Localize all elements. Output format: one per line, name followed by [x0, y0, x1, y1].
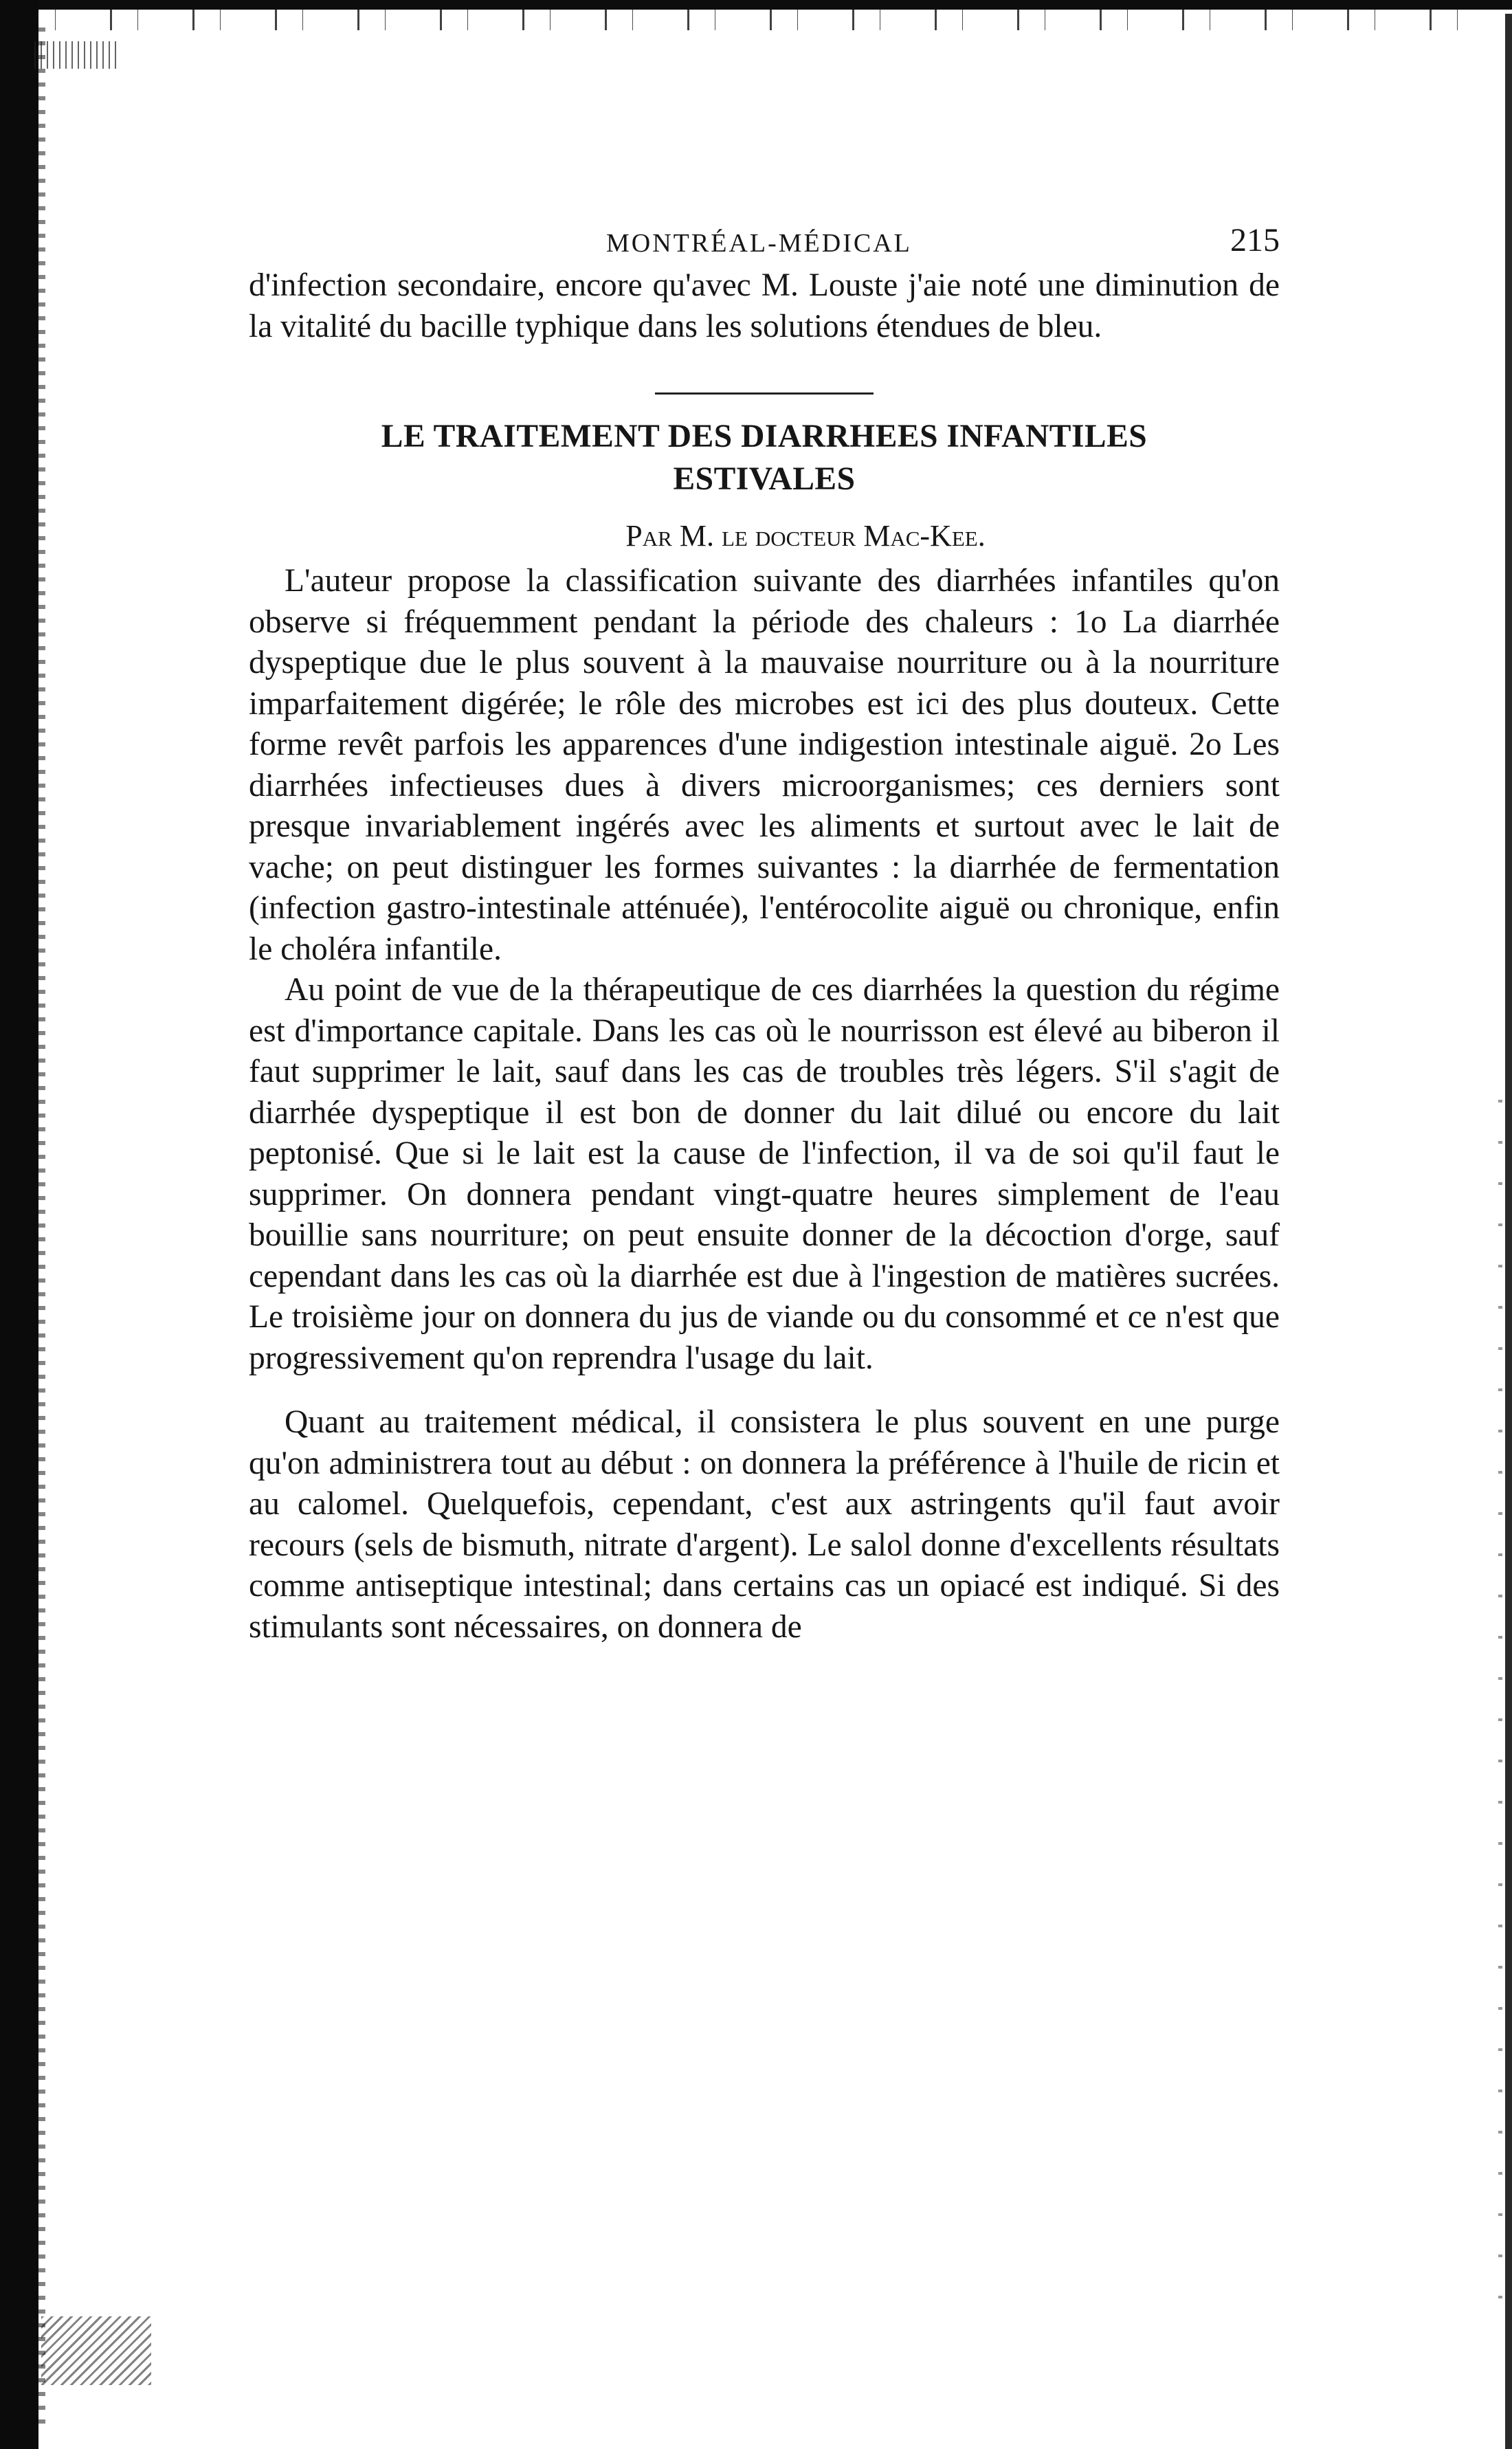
article-title-line-1: LE TRAITEMENT DES DIARRHEES INFANTILES: [381, 419, 1148, 454]
scan-left-border: [0, 0, 38, 2449]
running-head: [249, 220, 1280, 261]
body-paragraph-2: Au point de vue de la thérapeutique de ces diarrhées la question du régime est d'importance capitale. Dans les cas où le nourrisson est élevé au biberon il faut supprimer le lait, sauf dans les cas de troubles très légers. S'il s'agit de diarrhée dyspeptique il est bon de donner du lait dilué ou encore du lait peptonisé. Que si le lait est la cause de l'infection, il va de soi qu'il faut le supprimer. On donnera pendant vingt-quatre heures simplement de l'eau bouillie sans nourriture; on peut ensuite donner de la décoction d'orge, sauf cependant dans les cas où la diarrhée est due à l'ingestion de matières sucrées. Le troisième jour on donnera du jus de viande ou du consommé et ce n'est que progressivement qu'on reprendra l'usage du lait.: [249, 972, 1280, 1376]
journal-title: MONTRÉAL-MÉDICAL: [606, 229, 912, 258]
scan-left-edge: [38, 27, 45, 2433]
scan-notch: [34, 41, 117, 69]
body-paragraph-3: Quant au traitement médical, il consistera le plus souvent en une purge qu'on administrera tout au début : on donnera la préférence à l'huile de ricin et au calomel. Quelquefois, cependant, c'est aux astringents qu'il faut avoir recours (sels de bismuth, nitrate d'argent). Le salol donne d'excellents résultats comme antiseptique intestinal; dans certains cas un opiacé est indiqué. Si des stimulants sont nécessaires, on donnera de: [249, 1404, 1280, 1645]
article-title-line-2: ESTIVALES: [673, 461, 856, 497]
body-paragraph-1: L'auteur propose la classification suivante des diarrhées infantiles qu'on observe si fréquemment pendant la période des chaleurs : 1o La diarrhée dyspeptique due le plus souvent à la mauvaise nourriture ou à la nourriture imparfaitement digérée; le rôle des microbes est ici des plus douteux. Cette forme revêt parfois les apparences d'une indigestion intestinale aiguë. 2o Les diarrhées infectieuses dues à divers microorganismes; ces derniers sont presque invariablement ingérés avec les aliments et surtout avec le lait de vache; on peut distinguer les formes suivantes : la diarrhée de fermentation (infection gastro-intestinale atténuée), l'entérocolite aiguë ou chronique, enfin le choléra infantile.: [249, 563, 1280, 967]
scan-top-border: [0, 0, 1512, 10]
carryover-paragraph: d'infection secondaire, encore qu'avec M. Louste j'aie noté une diminution de la vitalité du bacille typhique dans les solutions étendues de bleu.: [249, 267, 1280, 344]
article-byline: Par M. le docteur Mac-Kee.: [625, 519, 986, 553]
scan-right-marks: [1498, 1100, 1502, 2337]
page-number: 215: [1230, 222, 1280, 258]
scan-right-border: [1505, 14, 1512, 2449]
article-title: [249, 415, 1280, 500]
section-divider: [655, 392, 874, 395]
scan-top-streak: [27, 10, 1471, 30]
scan-smudge: [41, 2316, 151, 2385]
page: [249, 220, 1280, 1648]
